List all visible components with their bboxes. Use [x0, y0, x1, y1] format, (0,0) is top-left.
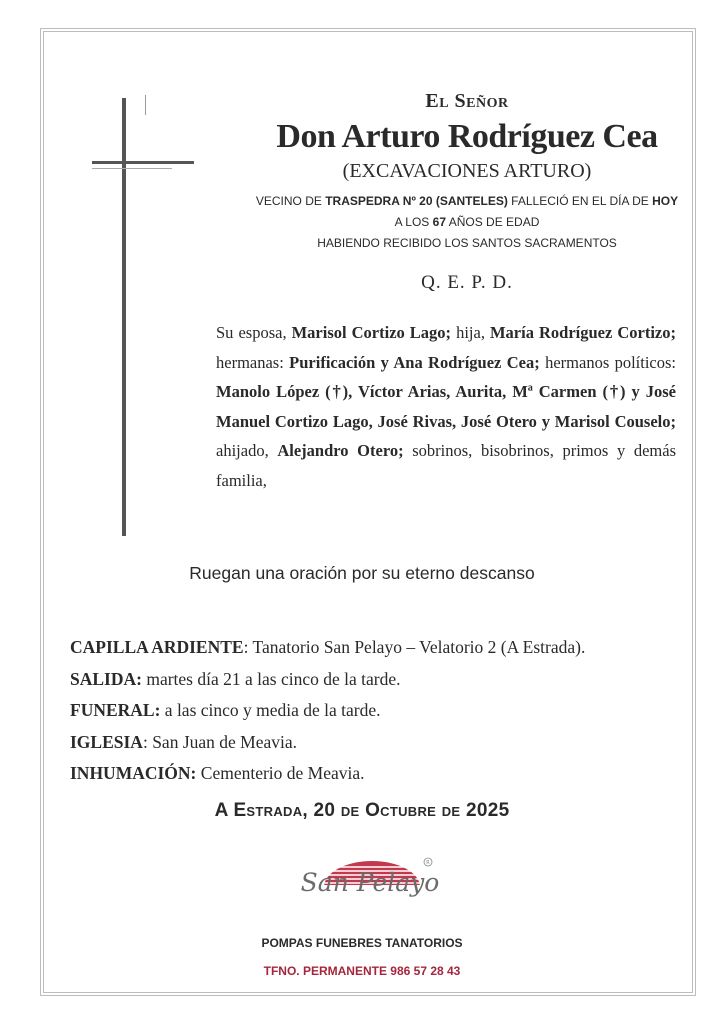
- detail-value: a las cinco y media de la tarde.: [160, 700, 381, 720]
- family-name: María Rodríguez Cortizo;: [489, 323, 676, 342]
- detail-label: IGLESIA: [70, 731, 143, 752]
- death-day: HOY: [652, 194, 679, 208]
- family-name: Marisol Cortizo Lago;: [291, 323, 452, 342]
- prayer-line: Ruegan una oración por su eterno descanso: [189, 563, 535, 583]
- detail-label: CAPILLA ARDIENTE: [70, 637, 244, 657]
- cross-icon-accent: [145, 95, 146, 115]
- death-text: FALLECIÓ EN EL DÍA DE: [507, 194, 653, 208]
- service-details: [70, 632, 700, 790]
- detail-label: FUNERAL:: [70, 700, 161, 720]
- detail-funeral: [70, 695, 700, 727]
- detail-label: SALIDA:: [70, 668, 142, 689]
- detail-capilla: [70, 632, 700, 664]
- residence-prefix: VECINO DE: [255, 194, 326, 208]
- deceased-name: Don Arturo Rodríguez Cea: [276, 118, 658, 155]
- phone-number: TFNO. PERMANENTE 986 57 28 43: [263, 964, 461, 978]
- logo-text: San Pelayo: [300, 868, 440, 897]
- company-description: POMPAS FUNEBRES TANATORIOS: [261, 936, 463, 950]
- age-prefix: A LOS: [394, 215, 433, 229]
- detail-label: INHUMACIÓN:: [70, 763, 197, 783]
- place-date: A Estrada, 20 de Octubre de 2025: [214, 800, 510, 821]
- family-text: hermanas:: [216, 352, 290, 372]
- age-suffix: AÑOS DE EDAD: [446, 215, 540, 229]
- family-name: Manolo López (†), Víctor Arias, Aurita, Mª Carmen (†) y José Manuel Cortizo Lago, José Rivas, José Otero y Marisol Couselo;: [216, 382, 676, 431]
- family-name: Alejandro Otero;: [277, 441, 404, 460]
- family-paragraph: [216, 318, 676, 495]
- family-name: Purificación y Ana Rodríguez Cea;: [289, 352, 540, 372]
- family-text: hermanos políticos:: [539, 352, 677, 372]
- cross-icon-bar-accent: [92, 168, 172, 169]
- residence-line: [220, 194, 714, 208]
- family-text: sobrinos, bisobrinos, primos y demás familia,: [216, 441, 676, 490]
- detail-inhumacion: [70, 758, 700, 790]
- detail-salida: [70, 664, 700, 696]
- detail-value: : Tanatorio San Pelayo – Velatorio 2 (A Estrada).: [243, 637, 586, 657]
- age-line: [220, 215, 714, 229]
- detail-value: Cementerio de Meavia.: [196, 763, 365, 783]
- detail-value: : San Juan de Meavia.: [142, 731, 298, 752]
- detail-value: martes día 21 a las cinco de la tarde.: [141, 668, 401, 689]
- residence-address: TRASPEDRA Nº 20 (SANTELES): [325, 194, 508, 208]
- honorific: El Señor: [425, 90, 509, 112]
- family-text: ahijado,: [216, 441, 278, 460]
- family-text: Su esposa,: [216, 323, 292, 342]
- registered-mark: R: [426, 860, 430, 866]
- qepd: Q. E. P. D.: [421, 272, 513, 293]
- cross-icon-bar: [92, 161, 194, 164]
- sacraments-line: HABIENDO RECIBIDO LOS SANTOS SACRAMENTOS: [317, 236, 617, 250]
- deceased-company: (EXCAVACIONES ARTURO): [342, 160, 592, 182]
- age-value: 67: [432, 215, 447, 229]
- detail-iglesia: [70, 727, 700, 759]
- family-text: hija,: [451, 323, 490, 342]
